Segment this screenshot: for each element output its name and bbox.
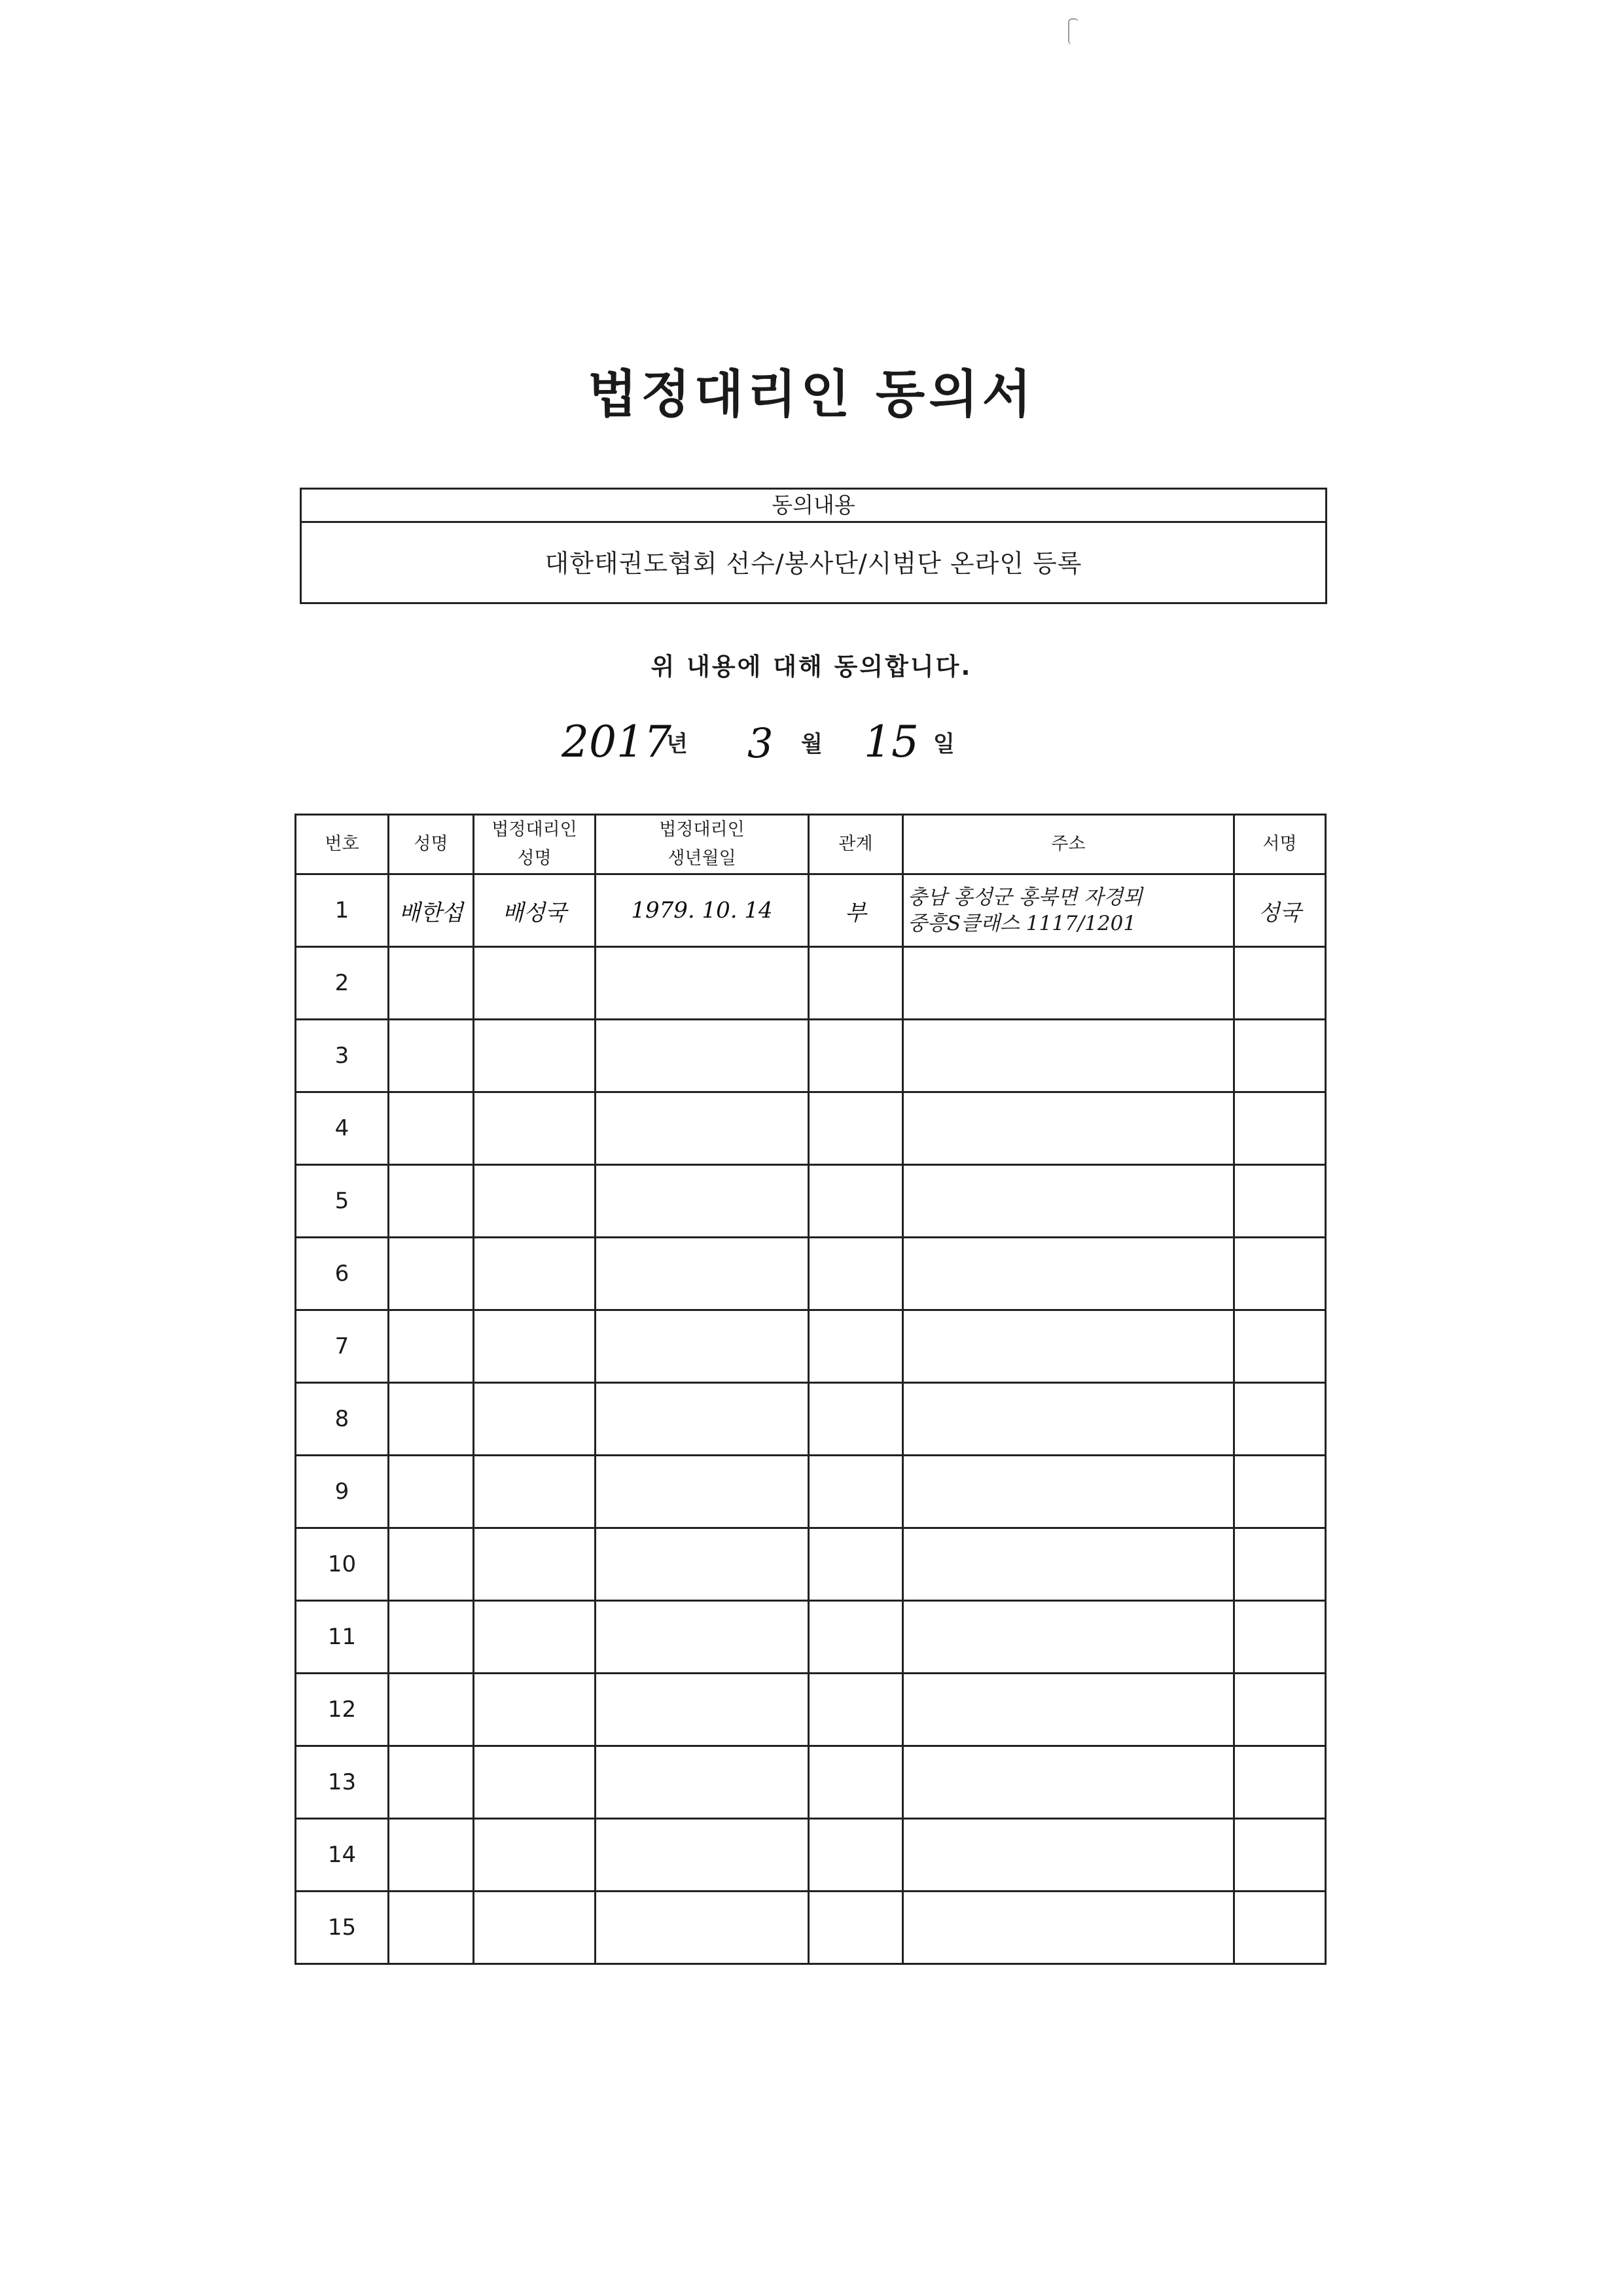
student-name-cell[interactable] [389,1528,474,1601]
guardian-name-cell[interactable] [474,1674,596,1746]
header-relation: 관계 [809,815,903,874]
guardian-birth-cell[interactable] [596,947,809,1020]
table-row [296,1238,1326,1310]
row-number: 4 [296,1092,389,1165]
header-no: 번호 [296,815,389,874]
guardian-name-cell[interactable] [474,1601,596,1674]
row-number: 13 [296,1746,389,1819]
student-name-cell[interactable] [389,1310,474,1383]
student-name-cell[interactable] [389,1020,474,1092]
address-cell[interactable] [903,1601,1234,1674]
table-row [296,1020,1326,1092]
student-name-cell[interactable] [389,1456,474,1528]
student-name-cell[interactable] [389,1601,474,1674]
date-month-unit: 월 [801,731,823,757]
student-name-cell[interactable] [389,1819,474,1892]
guardian-name-cell[interactable] [474,1165,596,1238]
guardian-name-cell[interactable] [474,1892,596,1964]
guardian-name-cell[interactable] [474,1020,596,1092]
signature-cell[interactable] [1234,1528,1326,1601]
signature-cell[interactable] [1234,1746,1326,1819]
guardian-birth-cell[interactable] [596,1892,809,1964]
relation-cell[interactable] [809,1238,903,1310]
signature-cell[interactable] [1234,1456,1326,1528]
header-guardian-birth-line2: 생년월일 [668,848,736,869]
table-row [296,1383,1326,1456]
signature-cell[interactable] [1234,1819,1326,1892]
signature-cell[interactable] [1234,947,1326,1020]
header-guardian-birth-line1: 법정대리인 [659,819,745,840]
guardian-birth-cell[interactable] [596,1020,809,1092]
address-cell[interactable] [903,1819,1234,1892]
address-cell[interactable] [903,874,1234,947]
row-number: 12 [296,1674,389,1746]
row-number: 9 [296,1456,389,1528]
guardian-birth-cell[interactable] [596,1819,809,1892]
signature-cell[interactable] [1234,1092,1326,1165]
header-guardian-name [474,815,596,874]
header-address: 주소 [903,815,1234,874]
date-year: 2017 [562,717,671,767]
signature-cell[interactable] [1234,1020,1326,1092]
guardian-name-cell[interactable] [474,1528,596,1601]
row-number: 8 [296,1383,389,1456]
table-row [296,874,1326,947]
guardian-birth-cell[interactable] [596,1165,809,1238]
guardian-name-cell[interactable] [474,1092,596,1165]
table-row [296,1310,1326,1383]
signature-cell[interactable] [1234,1165,1326,1238]
address-cell[interactable] [903,1674,1234,1746]
relation-cell[interactable] [809,1165,903,1238]
relation-cell[interactable] [809,1528,903,1601]
address-cell[interactable] [903,1456,1234,1528]
row-number: 7 [296,1310,389,1383]
student-name-cell[interactable] [389,1674,474,1746]
address-line1: 충남 홍성군 홍북면 자경뫼 [908,886,1143,909]
student-name-cell[interactable] [389,1746,474,1819]
date-day-unit: 일 [933,731,955,757]
student-name-cell[interactable] [389,1892,474,1964]
guardian-name-cell[interactable] [474,1238,596,1310]
guardian-name-cell[interactable] [474,1819,596,1892]
student-name-cell[interactable] [389,947,474,1020]
table-header-row [296,815,1326,874]
agreement-content: 대한태권도협회 선수/봉사단/시범단 온라인 등록 [544,549,1082,578]
row-number: 11 [296,1601,389,1674]
guardian-name-cell[interactable] [474,1456,596,1528]
address-cell[interactable] [903,1020,1234,1092]
relation-cell[interactable]: 부 [809,874,903,947]
date-month: 3 [747,719,774,767]
student-name-cell[interactable] [389,1238,474,1310]
relation-cell[interactable] [809,1892,903,1964]
relation-cell[interactable] [809,1746,903,1819]
table-row [296,1892,1326,1964]
guardian-birth-cell[interactable] [596,1092,809,1165]
guardian-name-cell[interactable] [474,1746,596,1819]
student-name-cell[interactable] [389,1165,474,1238]
relation-cell[interactable] [809,947,903,1020]
guardian-birth-cell[interactable] [596,1310,809,1383]
row-number: 2 [296,947,389,1020]
address-cell[interactable] [903,1528,1234,1601]
table-row [296,1165,1326,1238]
address-cell[interactable] [903,1238,1234,1310]
address-cell[interactable] [903,1892,1234,1964]
document-title: 법정대리인 동의서 [588,365,1035,424]
address-cell[interactable] [903,1746,1234,1819]
address-cell[interactable] [903,947,1234,1020]
guardian-birth-cell[interactable] [596,1674,809,1746]
address-cell[interactable] [903,1092,1234,1165]
signature-cell[interactable] [1234,1674,1326,1746]
guardian-birth-cell[interactable] [596,1746,809,1819]
relation-cell[interactable] [809,1674,903,1746]
row-number: 10 [296,1528,389,1601]
signature-cell[interactable] [1234,1383,1326,1456]
signature-cell[interactable] [1234,1601,1326,1674]
guardian-birth-cell[interactable] [596,1383,809,1456]
row-number: 15 [296,1892,389,1964]
relation-cell[interactable] [809,1092,903,1165]
header-guardian-name-line1: 법정대리인 [491,819,577,840]
date-line [0,717,1623,776]
consent-statement: 위 내용에 대해 동의합니다. [651,653,972,681]
row-number: 3 [296,1020,389,1092]
relation-cell[interactable] [809,1819,903,1892]
row-number: 14 [296,1819,389,1892]
agreement-box [300,488,1327,604]
student-name-cell[interactable]: 배한섭 [389,874,474,947]
guardian-name-cell[interactable] [474,947,596,1020]
row-number: 1 [296,874,389,947]
table-row [296,1674,1326,1746]
relation-cell[interactable] [809,1383,903,1456]
signature-cell[interactable] [1234,1238,1326,1310]
table-row [296,1746,1326,1819]
guardian-roster-table [294,814,1327,1965]
table-row [296,1601,1326,1674]
table-row [296,1092,1326,1165]
header-guardian-name-line2: 성명 [517,848,552,869]
table-row [296,947,1326,1020]
guardian-birth-cell[interactable]: 1979. 10. 14 [596,874,809,947]
guardian-birth-cell[interactable] [596,1238,809,1310]
table-row [296,1456,1326,1528]
agreement-header: 동의내용 [302,490,1325,523]
address-cell[interactable] [903,1310,1234,1383]
student-name-cell[interactable] [389,1383,474,1456]
relation-cell[interactable] [809,1601,903,1674]
address-cell[interactable] [903,1165,1234,1238]
address-line2: 중흥S클래스 1117/1201 [908,912,1137,935]
signature-cell[interactable] [1234,1892,1326,1964]
address-cell[interactable] [903,1383,1234,1456]
guardian-name-cell[interactable] [474,1310,596,1383]
guardian-name-cell[interactable]: 배성국 [474,874,596,947]
header-guardian-birth [596,815,809,874]
header-name: 성명 [389,815,474,874]
row-number: 6 [296,1238,389,1310]
date-year-unit: 년 [666,731,688,757]
signature-cell[interactable]: 성국 [1234,874,1326,947]
row-number: 5 [296,1165,389,1238]
header-signature: 서명 [1234,815,1326,874]
relation-cell[interactable] [809,1020,903,1092]
guardian-birth-cell[interactable] [596,1528,809,1601]
date-day: 15 [864,717,919,767]
stray-ink-mark [1068,18,1079,45]
student-name-cell[interactable] [389,1092,474,1165]
signature-cell[interactable] [1234,1310,1326,1383]
guardian-birth-cell[interactable] [596,1456,809,1528]
table-row [296,1819,1326,1892]
relation-cell[interactable] [809,1456,903,1528]
guardian-birth-cell[interactable] [596,1601,809,1674]
table-row [296,1528,1326,1601]
guardian-name-cell[interactable] [474,1383,596,1456]
relation-cell[interactable] [809,1310,903,1383]
